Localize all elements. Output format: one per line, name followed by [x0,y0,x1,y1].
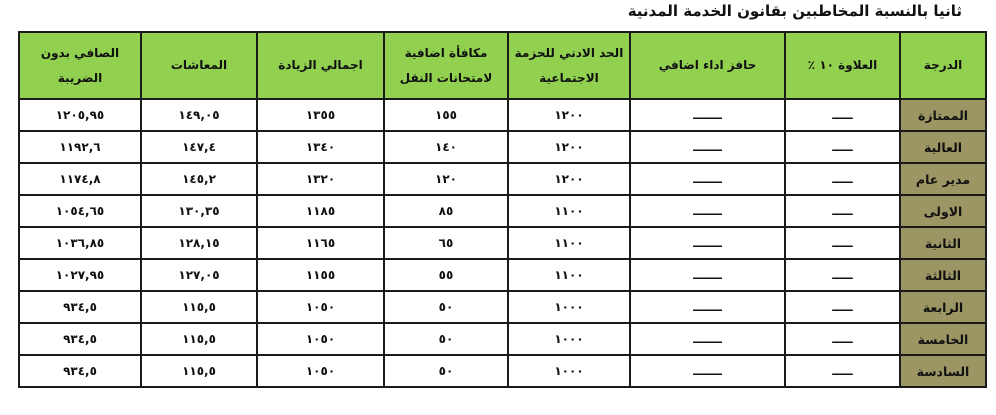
table-row [19,227,986,259]
dash-mark: ـــــ [832,364,853,378]
dash-mark: ـــــــ [693,140,722,154]
exam-bonus-cell: ٥٠ [384,355,508,387]
total-increase-cell: ١٠٥٠ [257,291,384,323]
net-cell: ٩٣٤,٥ [19,323,141,355]
table-row [19,323,986,355]
dash-mark: ـــــــ [693,108,722,122]
dash-mark: ـــــ [832,108,853,122]
raise-cell [785,291,900,323]
exam-bonus-cell: ٥٠ [384,323,508,355]
dash-mark: ـــــــ [693,332,722,346]
header-raise: العلاوة ١٠ ٪ [785,32,900,99]
pensions-cell: ١٤٧,٤ [141,131,257,163]
dash-mark: ـــــ [832,172,853,186]
pensions-cell: ١٢٧,٠٥ [141,259,257,291]
net-cell: ١٢٠٥,٩٥ [19,99,141,131]
pensions-cell: ١١٥,٥ [141,355,257,387]
header-total-increase: اجمالي الزيادة [257,32,384,99]
raise-cell [785,323,900,355]
total-increase-cell: ١٣٢٠ [257,163,384,195]
social-package-cell: ١١٠٠ [508,195,630,227]
net-cell: ٩٣٤,٥ [19,355,141,387]
exam-bonus-cell: ٦٥ [384,227,508,259]
table-row [19,131,986,163]
total-increase-cell: ١٠٥٠ [257,323,384,355]
net-cell: ٩٣٤,٥ [19,291,141,323]
table-row [19,163,986,195]
grade-cell: السادسة [900,355,986,387]
dash-mark: ـــــــ [693,268,722,282]
net-cell: ١١٩٢,٦ [19,131,141,163]
grade-cell: العالية [900,131,986,163]
dash-mark: ـــــ [832,332,853,346]
dash-mark: ـــــــ [693,172,722,186]
incentive-cell [630,99,785,131]
header-exam-bonus: مكافأة اضافية لامتحانات النقل [384,32,508,99]
incentive-cell [630,195,785,227]
table-row [19,355,986,387]
header-grade: الدرجة [900,32,986,99]
social-package-cell: ١١٠٠ [508,259,630,291]
net-cell: ١١٧٤,٨ [19,163,141,195]
total-increase-cell: ١٠٥٠ [257,355,384,387]
total-increase-cell: ١١٨٥ [257,195,384,227]
exam-bonus-cell: ١٤٠ [384,131,508,163]
raise-cell [785,131,900,163]
social-package-cell: ١٢٠٠ [508,163,630,195]
pensions-cell: ١٤٥,٢ [141,163,257,195]
net-cell: ١٠٢٧,٩٥ [19,259,141,291]
social-package-cell: ١١٠٠ [508,227,630,259]
social-package-cell: ١٠٠٠ [508,291,630,323]
raise-cell [785,163,900,195]
total-increase-cell: ١٣٥٥ [257,99,384,131]
raise-cell [785,355,900,387]
social-package-cell: ١٠٠٠ [508,355,630,387]
raise-cell [785,259,900,291]
grade-cell: الخامسة [900,323,986,355]
total-increase-cell: ١٣٤٠ [257,131,384,163]
incentive-cell [630,355,785,387]
dash-mark: ـــــــ [693,204,722,218]
exam-bonus-cell: ٨٥ [384,195,508,227]
table-header-row [19,32,986,99]
exam-bonus-cell: ٥٥ [384,259,508,291]
grade-cell: الاولى [900,195,986,227]
dash-mark: ـــــ [832,236,853,250]
incentive-cell [630,259,785,291]
table-row [19,291,986,323]
pensions-cell: ١١٥,٥ [141,323,257,355]
incentive-cell [630,163,785,195]
dash-mark: ـــــــ [693,364,722,378]
exam-bonus-cell: ٥٠ [384,291,508,323]
incentive-cell [630,227,785,259]
incentive-cell [630,323,785,355]
incentive-cell [630,291,785,323]
social-package-cell: ١٢٠٠ [508,131,630,163]
pensions-cell: ١٢٨,١٥ [141,227,257,259]
raise-cell [785,99,900,131]
dash-mark: ـــــ [832,268,853,282]
social-package-cell: ١٠٠٠ [508,323,630,355]
table-row [19,99,986,131]
dash-mark: ـــــــ [693,300,722,314]
exam-bonus-cell: ١٢٠ [384,163,508,195]
grade-cell: الرابعة [900,291,986,323]
net-cell: ١٠٣٦,٨٥ [19,227,141,259]
page-title: ثانيا بالنسبة المخاطبين بقانون الخدمة المدنية [627,2,962,20]
exam-bonus-cell: ١٥٥ [384,99,508,131]
header-pensions: المعاشات [141,32,257,99]
header-net: الصافي بدون الضريبة [19,32,141,99]
header-social-package: الحد الادني للحزمة الاجتماعية [508,32,630,99]
grade-cell: الثانية [900,227,986,259]
raise-cell [785,195,900,227]
header-incentive: حافز اداء اضافي [630,32,785,99]
pensions-cell: ١١٥,٥ [141,291,257,323]
pensions-cell: ١٤٩,٠٥ [141,99,257,131]
table-row [19,195,986,227]
dash-mark: ـــــــ [693,236,722,250]
incentive-cell [630,131,785,163]
pensions-cell: ١٣٠,٣٥ [141,195,257,227]
grade-cell: الممتازة [900,99,986,131]
total-increase-cell: ١١٦٥ [257,227,384,259]
table-row [19,259,986,291]
social-package-cell: ١٢٠٠ [508,99,630,131]
raise-cell [785,227,900,259]
salary-table [18,31,987,388]
net-cell: ١٠٥٤,٦٥ [19,195,141,227]
total-increase-cell: ١١٥٥ [257,259,384,291]
grade-cell: الثالثة [900,259,986,291]
dash-mark: ـــــ [832,140,853,154]
grade-cell: مدير عام [900,163,986,195]
dash-mark: ـــــ [832,300,853,314]
dash-mark: ـــــ [832,204,853,218]
